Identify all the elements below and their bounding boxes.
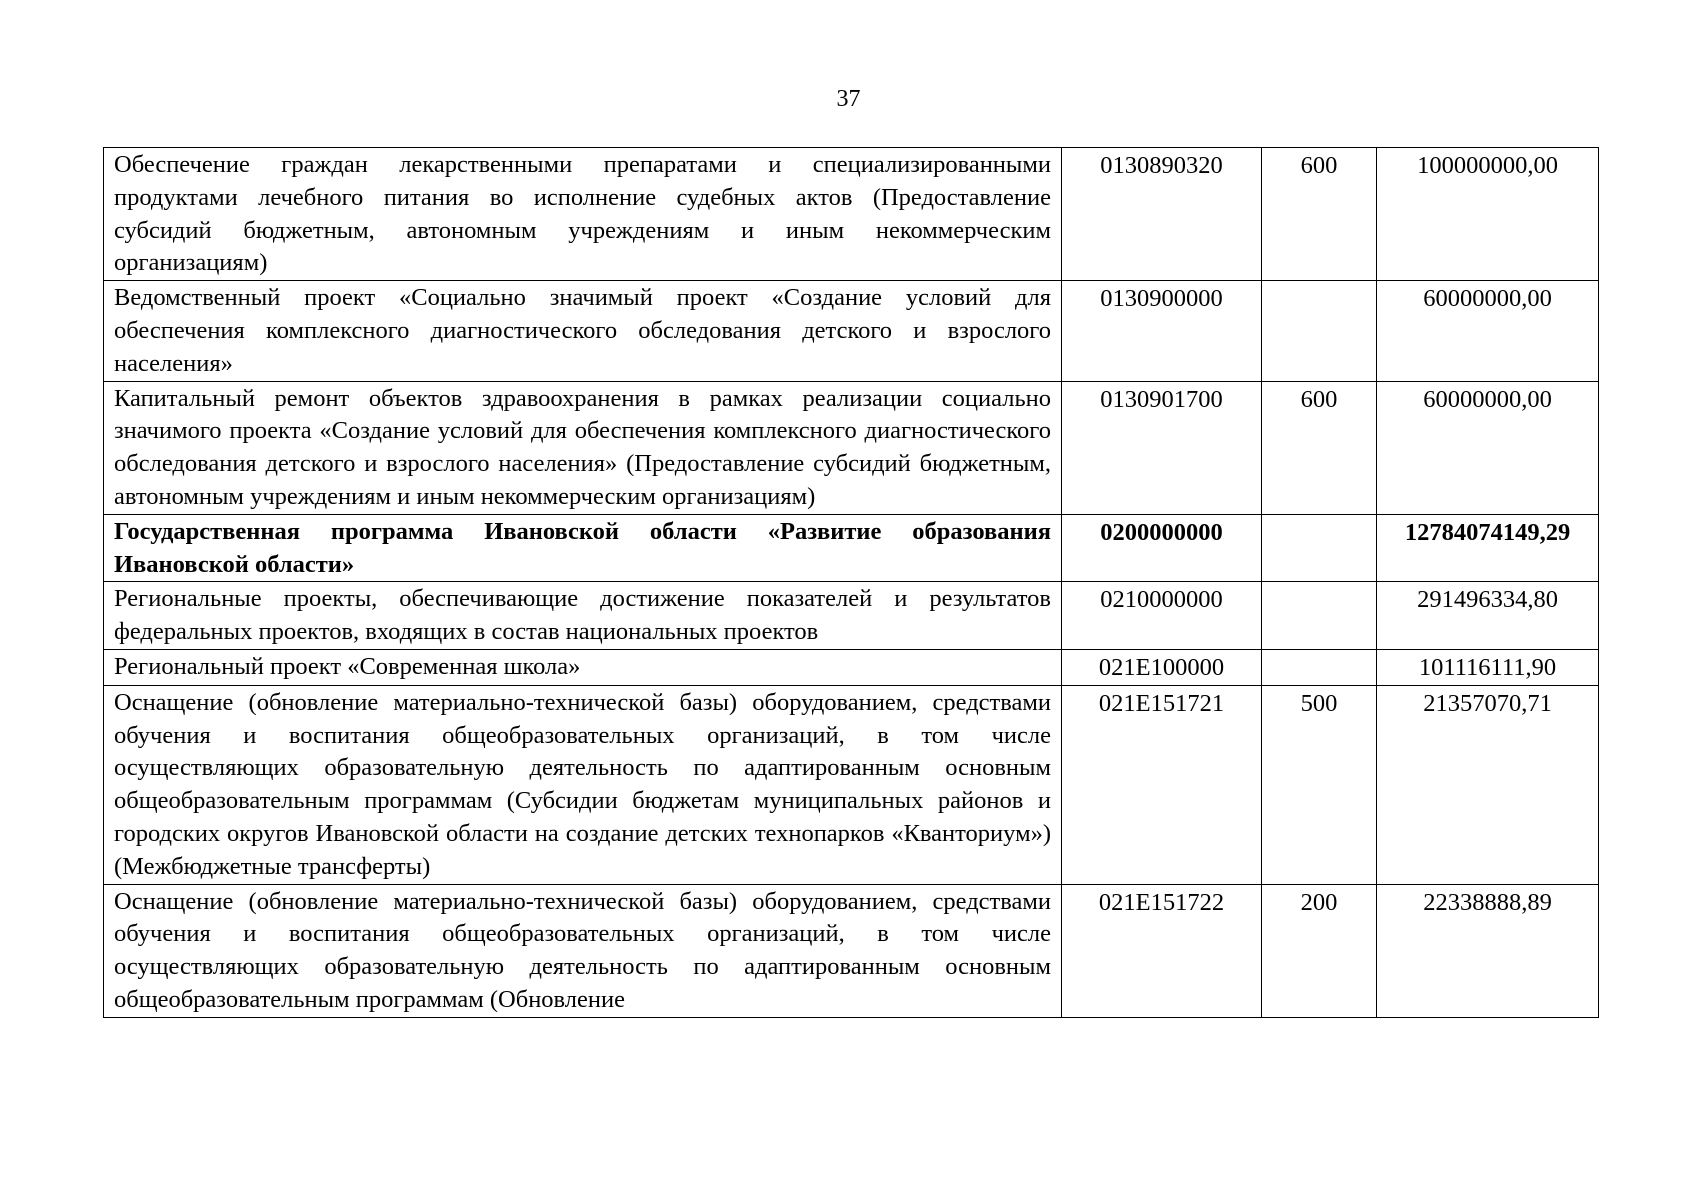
row-amount: 22338888,89	[1377, 884, 1599, 1017]
row-description: Оснащение (обновление материально-технической базы) оборудованием, средствами обучения и воспитания общеобразовательных организаций, в том числе осуществляющих образовательную деятельность по адаптированным основным общеобразовательным программам (Субсидии бюджетам муниципальных районов и городских округов Ивановской области на создание детских технопарков «Кванториум») (Межбюджетные трансферты)	[104, 685, 1062, 884]
row-code: 0130890320	[1062, 148, 1262, 281]
row-amount: 291496334,80	[1377, 582, 1599, 650]
table-row	[104, 281, 1599, 381]
table-row	[104, 685, 1599, 884]
table-row-program-total	[104, 514, 1599, 582]
row-code: 0200000000	[1062, 514, 1262, 582]
row-description: Ведомственный проект «Социально значимый проект «Создание условий для обеспечения комплексного диагностического обследования детского и взрослого населения»	[104, 281, 1062, 381]
row-description: Региональный проект «Современная школа»	[104, 649, 1062, 685]
row-expense-type: 500	[1262, 685, 1377, 884]
row-amount: 12784074149,29	[1377, 514, 1599, 582]
row-amount: 101116111,90	[1377, 649, 1599, 685]
table-row	[104, 582, 1599, 650]
table-row	[104, 381, 1599, 514]
row-code: 021Е100000	[1062, 649, 1262, 685]
row-code: 021Е151721	[1062, 685, 1262, 884]
row-description: Обеспечение граждан лекарственными препаратами и специализированными продуктами лечебного питания во исполнение судебных актов (Предоставление субсидий бюджетным, автономным учреждениям и иным некоммерческим организациям)	[104, 148, 1062, 281]
table-row	[104, 649, 1599, 685]
row-expense-type: 600	[1262, 148, 1377, 281]
row-expense-type	[1262, 514, 1377, 582]
row-amount: 100000000,00	[1377, 148, 1599, 281]
row-code: 0210000000	[1062, 582, 1262, 650]
row-description: Оснащение (обновление материально-технической базы) оборудованием, средствами обучения и воспитания общеобразовательных организаций, в том числе осуществляющих образовательную деятельность по адаптированным основным общеобразовательным программам (Обновление	[104, 884, 1062, 1017]
row-description: Государственная программа Ивановской области «Развитие образования Ивановской области»	[104, 514, 1062, 582]
row-amount: 21357070,71	[1377, 685, 1599, 884]
row-description: Региональные проекты, обеспечивающие достижение показателей и результатов федеральных проектов, входящих в состав национальных проектов	[104, 582, 1062, 650]
row-amount: 60000000,00	[1377, 281, 1599, 381]
row-expense-type: 600	[1262, 381, 1377, 514]
row-amount: 60000000,00	[1377, 381, 1599, 514]
row-expense-type	[1262, 649, 1377, 685]
table-row	[104, 884, 1599, 1017]
page-number: 37	[836, 86, 861, 112]
row-code: 0130901700	[1062, 381, 1262, 514]
row-code: 0130900000	[1062, 281, 1262, 381]
row-expense-type	[1262, 582, 1377, 650]
row-expense-type: 200	[1262, 884, 1377, 1017]
budget-table	[103, 147, 1599, 1018]
table-row	[104, 148, 1599, 281]
row-description: Капитальный ремонт объектов здравоохранения в рамках реализации социально значимого проекта «Создание условий для обеспечения комплексного диагностического обследования детского и взрослого населения» (Предоставление субсидий бюджетным, автономным учреждениям и иным некоммерческим организациям)	[104, 381, 1062, 514]
row-expense-type	[1262, 281, 1377, 381]
row-code: 021Е151722	[1062, 884, 1262, 1017]
